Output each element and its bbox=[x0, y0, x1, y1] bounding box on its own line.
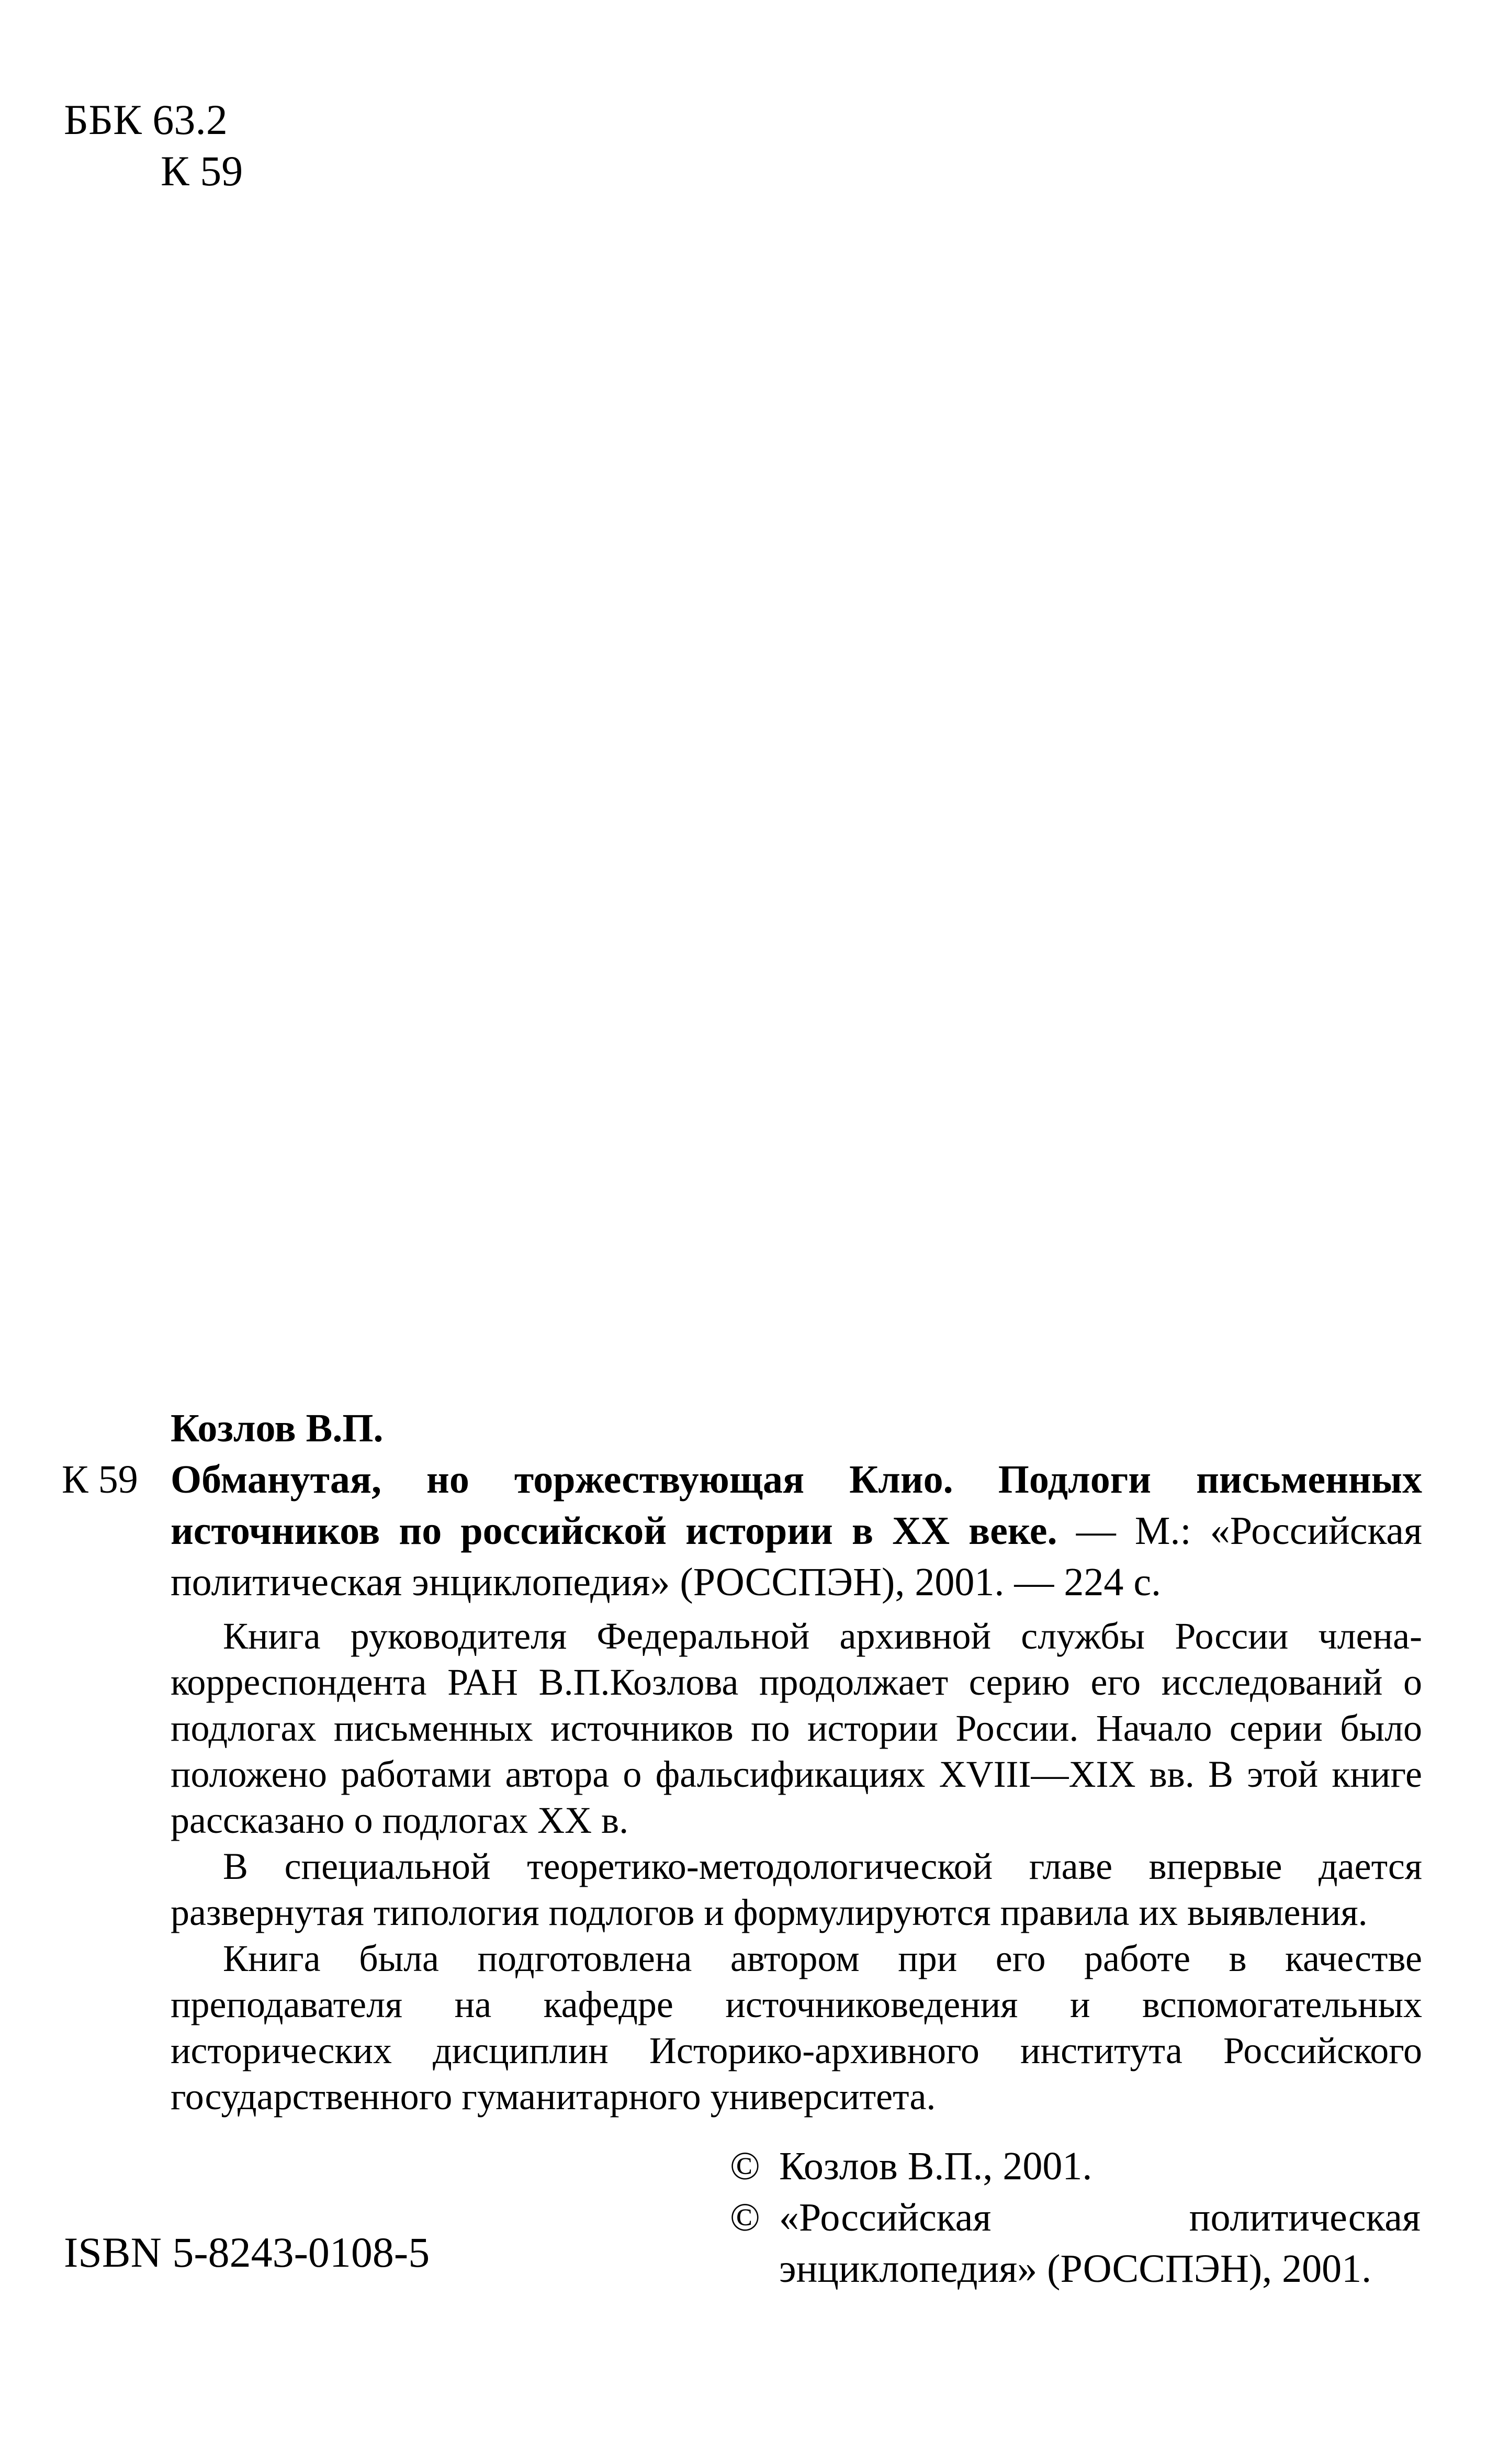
copyright-line bbox=[730, 2141, 1421, 2192]
book-title: Обманутая, но торжествующая Клио. Подлоги письменных источников по российской истории в XX веке. bbox=[171, 1458, 1422, 1553]
citation bbox=[171, 1454, 1422, 1608]
catalog-code: К 59 bbox=[62, 1458, 138, 1502]
copyright-icon: © bbox=[730, 2144, 760, 2188]
bbk-classification bbox=[64, 94, 243, 197]
copyright-text: «Российская политическая энциклопедия» (РОССПЭН), 2001. bbox=[779, 2196, 1421, 2291]
catalog-entry bbox=[62, 1403, 1422, 2120]
annotation bbox=[171, 1613, 1422, 2120]
copyright-icon: © bbox=[730, 2196, 760, 2239]
copyright-block bbox=[730, 2141, 1421, 2294]
annotation-paragraph: Книга руководителя Федеральной архивной службы России члена-корреспондента РАН В.П.Козлова продолжает серию его исследований о подлогах письменных источников по истории России. Начало серии было положено работами автора о фальсификациях XVIII—XIX вв. В этой книге рассказано о подлогах XX в. bbox=[171, 1615, 1422, 1841]
annotation-paragraph: В специальной теоретико-методологической главе впервые дается развернутая типология подлогов и формулируются правила их выявления. bbox=[171, 1845, 1422, 1933]
copyright-text: Козлов В.П., 2001. bbox=[779, 2144, 1092, 2188]
annotation-paragraph: Книга была подготовлена автором при его работе в качестве преподавателя на кафедре источниковедения и вспомогательных исторических дисциплин Историко-архивного института Российского государственного гуманитарного университета. bbox=[171, 1937, 1422, 2118]
author-name: Козлов В.П. bbox=[171, 1406, 384, 1450]
isbn: ISBN 5-8243-0108-5 bbox=[64, 2228, 430, 2276]
bbk-code: ББК 63.2 bbox=[64, 96, 228, 143]
copyright-line bbox=[730, 2192, 1421, 2294]
catalog-row bbox=[62, 1454, 1422, 1608]
author-sign-code: К 59 bbox=[161, 147, 243, 195]
imprint: — М.: «Российская политическая энциклопедия» (РОССПЭН), 2001. — 224 с. bbox=[171, 1509, 1423, 1604]
